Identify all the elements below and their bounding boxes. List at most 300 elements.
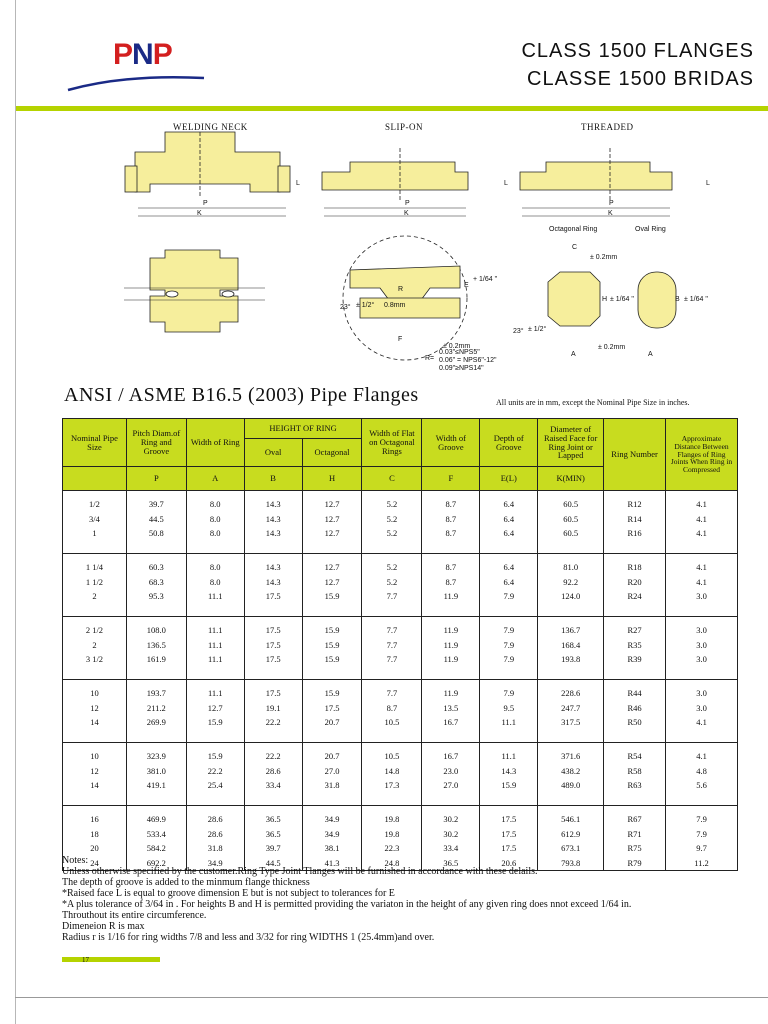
table-value: 11.1	[207, 688, 223, 698]
notes-heading: Notes:	[62, 855, 89, 866]
header-letter-e: E(L)	[480, 467, 538, 491]
dim-02mm-a: ± 0.2mm	[598, 344, 626, 351]
dim-l-threaded: L	[706, 180, 710, 187]
header-width-groove: Width of Groove	[422, 419, 480, 467]
table-value: 5.2	[386, 513, 398, 524]
header-green-bar	[16, 106, 768, 111]
table-value: 12.7	[324, 562, 340, 572]
table-value: 11.1	[207, 639, 223, 650]
table-value: 24	[90, 857, 99, 868]
table-value: 11.9	[443, 654, 459, 664]
table-value: 419.1	[146, 780, 166, 790]
table-value: 14.8	[384, 765, 400, 776]
dim-k-threaded: K	[608, 210, 613, 217]
table-cell-p	[126, 680, 186, 743]
table-value: 15.9	[207, 717, 223, 727]
table-value: R50	[627, 717, 642, 727]
table-value: 8.0	[209, 499, 221, 509]
table-value: 381.0	[146, 765, 166, 776]
page-number: 17	[82, 956, 89, 964]
footer-green-bar	[62, 957, 160, 962]
table-value: 12.7	[324, 576, 340, 587]
table-value: 8.0	[209, 528, 221, 538]
table-value: 317.5	[561, 717, 581, 727]
table-cell-p	[126, 491, 186, 554]
welding-neck-label: WELDING NECK	[173, 122, 248, 132]
table-value: 7.7	[386, 654, 398, 664]
table-cell-h	[302, 491, 362, 554]
table-cell-k	[538, 617, 604, 680]
table-value: 11.1	[501, 717, 517, 727]
table-cell-e	[480, 743, 538, 806]
slip-on-label: SLIP-ON	[385, 122, 424, 132]
table-value: 10	[90, 688, 99, 698]
table-value: 12	[90, 702, 99, 713]
table-cell-f	[422, 554, 480, 617]
table-value: 17.5	[324, 702, 340, 713]
table-cell-b	[244, 617, 302, 680]
table-cell-h	[302, 617, 362, 680]
table-value: R44	[627, 688, 642, 698]
table-value: 12	[90, 765, 99, 776]
table-value: 10.5	[384, 751, 400, 761]
octagonal-ring-label: Octagonal Ring	[549, 226, 598, 233]
table-cell-b	[244, 680, 302, 743]
table-value: 27.0	[443, 780, 459, 790]
table-value: 15.9	[324, 625, 340, 635]
header-height-group: HEIGHT OF RING	[244, 419, 362, 439]
table-value: 7.9	[503, 625, 515, 635]
table-value: 8.7	[445, 562, 457, 572]
dim-r: R	[398, 286, 404, 293]
table-value: 8.7	[386, 702, 398, 713]
table-value: 8.7	[445, 576, 457, 587]
header-ring-number: Ring Number	[604, 419, 666, 491]
table-value: 15.9	[324, 654, 340, 664]
table-cell-dist	[666, 491, 738, 554]
table-value: 14.3	[265, 562, 281, 572]
table-value: 469.9	[146, 814, 166, 824]
table-value: 33.4	[265, 780, 281, 790]
dim-p-welding: P	[203, 200, 208, 207]
table-value: 34.9	[324, 814, 340, 824]
dim-angle-ring: 23°	[513, 328, 524, 335]
dim-c: C	[572, 244, 578, 251]
table-cell-ring	[604, 617, 666, 680]
header-pitch: Pitch Diam.of Ring and Groove	[126, 419, 186, 467]
table-value: 14.3	[501, 765, 517, 776]
table-value: 34.9	[324, 828, 340, 839]
table-cell-c	[362, 491, 422, 554]
table-value: 15.9	[501, 780, 517, 790]
table-value: R79	[627, 857, 642, 868]
table-value: 3.0	[696, 591, 707, 601]
table-cell-c	[362, 743, 422, 806]
dim-02mm-c: ± 0.2mm	[590, 254, 618, 261]
table-value: 60.5	[563, 499, 579, 509]
table-value: 323.9	[146, 751, 166, 761]
header-width-ring: Width of Ring	[186, 419, 244, 467]
logo-wordmark	[113, 38, 172, 72]
table-cell-f	[422, 617, 480, 680]
table-value: 489.0	[561, 780, 581, 790]
table-value: 24.8	[384, 857, 400, 868]
table-cell-c	[362, 680, 422, 743]
table-value: 3.0	[696, 702, 707, 713]
table-cell-nps	[63, 491, 127, 554]
dim-r-rule2: 0.06" = NPS6"-12"	[439, 357, 497, 364]
header-letter-b: B	[244, 467, 302, 491]
dim-02mm-groove: ± 0.2mm	[443, 343, 471, 350]
table-cell-b	[244, 491, 302, 554]
table-value: 15.9	[324, 639, 340, 650]
table-value: 16	[90, 814, 99, 824]
table-cell-nps	[63, 680, 127, 743]
table-value: 14.3	[265, 513, 281, 524]
left-margin-line	[15, 0, 16, 1024]
table-cell-a	[186, 554, 244, 617]
table-value: 9.7	[696, 843, 707, 853]
table-value: 39.7	[148, 499, 164, 509]
table-value: 371.6	[561, 751, 581, 761]
table-value: 36.5	[265, 814, 281, 824]
table-value: R14	[627, 513, 642, 524]
dim-b: B	[675, 296, 680, 303]
dim-r-rule1: 0.03"≤NPS5"	[439, 349, 480, 356]
table-value: 3.0	[696, 625, 707, 635]
header-depth-groove: Depth of Groove	[480, 419, 538, 467]
header-oval: Oval	[244, 439, 302, 467]
table-value: 27.0	[324, 765, 340, 776]
notes	[62, 855, 752, 943]
table-value: 136.7	[561, 625, 581, 635]
table-value: R75	[627, 843, 642, 853]
table-value: 17.5	[501, 814, 517, 824]
table-cell-c	[362, 617, 422, 680]
table-value: 17.5	[265, 639, 281, 650]
table-value: 10.5	[384, 717, 400, 727]
table-value: R54	[627, 751, 642, 761]
table-value: 11.9	[443, 639, 459, 650]
header-nps: Nominal Pipe Size	[63, 419, 127, 467]
table-value: 13.5	[443, 702, 459, 713]
table-value: 228.6	[561, 688, 581, 698]
header-letter-p: P	[126, 467, 186, 491]
table-value: 31.8	[324, 780, 340, 790]
header-letter-h: H	[302, 467, 362, 491]
table-value: 19.8	[384, 814, 400, 824]
table-value: R35	[627, 639, 642, 650]
table-cell-f	[422, 680, 480, 743]
table-value: 5.2	[386, 562, 398, 572]
table-value: 438.2	[561, 765, 581, 776]
table-value: 4.1	[696, 717, 707, 727]
header-letter-k: K(MIN)	[538, 467, 604, 491]
table-value: 8.7	[445, 528, 457, 538]
table-value: 17.5	[501, 843, 517, 853]
table-value: 584.2	[146, 843, 166, 853]
table-value: R20	[627, 576, 642, 587]
dim-angle-tol-ring: ± 1/2°	[528, 326, 547, 333]
table-cell-p	[126, 554, 186, 617]
table-value: 7.7	[386, 625, 398, 635]
table-cell-e	[480, 680, 538, 743]
table-value: 12.7	[324, 499, 340, 509]
table-value: 39.7	[265, 843, 281, 853]
table-value: 6.4	[503, 576, 515, 587]
table-value: R18	[627, 562, 642, 572]
table-value: 4.1	[696, 499, 707, 509]
table-value: 5.6	[696, 780, 707, 790]
table-value: 4.1	[696, 513, 707, 524]
table-value: 23.0	[443, 765, 459, 776]
logo-letter-p-red: P	[113, 38, 133, 71]
table-value: 136.5	[146, 639, 166, 650]
flange-diagrams	[60, 118, 750, 378]
table-value: 10	[90, 751, 99, 761]
table-value: 14	[90, 717, 99, 727]
page-title-spanish: CLASSE 1500 BRIDAS	[527, 68, 754, 90]
threaded-label: THREADED	[581, 122, 634, 132]
table-value: 5.2	[386, 499, 398, 509]
table-value: 546.1	[561, 814, 581, 824]
table-value: 15.9	[207, 751, 223, 761]
table-row-group	[63, 743, 738, 806]
table-value: 81.0	[563, 562, 579, 572]
table-value: R27	[627, 625, 642, 635]
header-approx-distance: Approximate Distance Between Flanges of Ring Joints When Ring in Compressed	[666, 419, 738, 491]
table-value: 269.9	[146, 717, 166, 727]
table-cell-k	[538, 743, 604, 806]
dim-e: E	[464, 282, 469, 289]
table-value: 95.3	[148, 591, 164, 601]
table-value: 11.1	[207, 654, 223, 664]
table-cell-k	[538, 554, 604, 617]
table-cell-h	[302, 680, 362, 743]
note-line-4: *A plus tolerance of 3/64 in . For heights B and H is permitted providing the variaton in the height of any given ring does nnot exceed 1/64 in.	[62, 899, 632, 910]
table-value: 7.7	[386, 591, 398, 601]
table-value: 3.0	[696, 688, 707, 698]
table-value: R58	[627, 765, 642, 776]
table-value: 17.5	[265, 591, 281, 601]
dim-p-threaded: P	[609, 200, 614, 207]
table-value: 211.2	[146, 702, 166, 713]
table-value: R16	[627, 528, 642, 538]
bottom-rule	[15, 997, 768, 998]
table-value: 7.7	[386, 688, 398, 698]
table-value: 8.7	[445, 499, 457, 509]
table-value: 4.1	[696, 751, 707, 761]
table-cell-dist	[666, 617, 738, 680]
table-value: 19.1	[265, 702, 281, 713]
dim-l-welding: L	[296, 180, 300, 187]
table-cell-c	[362, 554, 422, 617]
table-cell-a	[186, 743, 244, 806]
table-value: 60.5	[563, 528, 579, 538]
note-line-7: Radius r is 1/16 for ring widths 7/8 and less and 3/32 for ring WIDTHS 1 (25.4mm)and over.	[62, 932, 435, 943]
table-cell-k	[538, 491, 604, 554]
dim-a-oval: A	[648, 351, 653, 358]
table-row-group	[63, 617, 738, 680]
table-value: 20.7	[324, 717, 340, 727]
table-value: 2 1/2	[85, 625, 104, 635]
table-value: 247.7	[561, 702, 581, 713]
table-cell-ring	[604, 491, 666, 554]
dim-k-slipon: K	[404, 210, 409, 217]
table-value: 33.4	[443, 843, 459, 853]
table-value: 161.9	[146, 654, 166, 664]
dim-r-prefix: R=	[425, 355, 435, 362]
table-cell-nps	[63, 554, 127, 617]
table-value: 11.9	[443, 688, 459, 698]
table-value: 20	[90, 843, 99, 853]
table-value: R24	[627, 591, 642, 601]
table-value: 6.4	[503, 562, 515, 572]
dim-a-octagonal: A	[571, 351, 576, 358]
table-value: 4.1	[696, 528, 707, 538]
table-value: 193.7	[146, 688, 166, 698]
table-value: 6.4	[503, 499, 515, 509]
table-value: 30.2	[443, 814, 459, 824]
note-line-3: *Raised face L is equal to groove dimension E but is not subject to tolerances for E	[62, 888, 395, 899]
table-cell-ring	[604, 743, 666, 806]
table-value: 60.3	[148, 562, 164, 572]
table-value: 612.9	[561, 828, 581, 839]
table-value: 533.4	[146, 828, 166, 839]
table-value: 11.9	[443, 591, 459, 601]
table-value: R67	[627, 814, 642, 824]
table-value: R12	[627, 499, 642, 509]
table-value: 4.1	[696, 562, 707, 572]
table-value: 17.3	[384, 780, 400, 790]
table-value: 673.1	[561, 843, 581, 853]
table-cell-p	[126, 617, 186, 680]
table-value: R39	[627, 654, 642, 664]
table-cell-k	[538, 680, 604, 743]
table-value: R71	[627, 828, 642, 839]
table-value: 25.4	[207, 780, 223, 790]
table-cell-dist	[666, 743, 738, 806]
table-value: 3 1/2	[85, 654, 104, 664]
oval-ring-label: Oval Ring	[635, 226, 666, 233]
dim-angle-tol-groove: ± 1/2°	[356, 302, 375, 309]
table-value: 50.8	[148, 528, 164, 538]
table-cell-nps	[63, 617, 127, 680]
table-value: 19.8	[384, 828, 400, 839]
table-value: 2	[92, 639, 97, 650]
table-cell-nps	[63, 743, 127, 806]
table-value: 8.0	[209, 576, 221, 587]
table-value: 20.6	[501, 857, 517, 868]
table-value: 14.3	[265, 528, 281, 538]
table-value: 8.0	[209, 562, 221, 572]
table-value: 28.6	[207, 814, 223, 824]
table-value: 8.0	[209, 513, 221, 524]
table-value: 5.2	[386, 528, 398, 538]
table-value: 7.9	[696, 814, 707, 824]
table-value: 11.1	[207, 625, 223, 635]
table-value: 5.2	[386, 576, 398, 587]
table-value: 7.9	[503, 591, 515, 601]
table-value: 108.0	[146, 625, 166, 635]
table-value: 1 1/2	[85, 576, 104, 587]
header-width-flat: Width of Flat on Octagonal Rings	[362, 419, 422, 467]
table-value: 793.8	[561, 857, 581, 868]
table-cell-e	[480, 554, 538, 617]
table-value: 3/4	[89, 513, 100, 524]
table-value: 14	[90, 780, 99, 790]
table-value: 3.0	[696, 654, 707, 664]
dim-angle-groove: 23°	[340, 304, 351, 311]
technical-drawing-icon	[60, 118, 750, 378]
table-value: 20.7	[324, 751, 340, 761]
table-value: 11.9	[443, 625, 459, 635]
table-value: 44.5	[265, 857, 281, 868]
table-value: 41.3	[324, 857, 340, 868]
note-line-2: The depth of groove is added to the minmum flange thickness	[62, 877, 310, 888]
table-value: 124.0	[561, 591, 581, 601]
table-value: R63	[627, 780, 642, 790]
table-value: 28.6	[207, 828, 223, 839]
table-cell-a	[186, 617, 244, 680]
table-value: 17.5	[265, 654, 281, 664]
note-line-6: Dimeneion R is max	[62, 921, 145, 932]
units-note: All units are in mm, except the Nominal Pipe Size in inches.	[496, 398, 690, 407]
table-value: 34.9	[207, 857, 223, 868]
table-value: 4.1	[696, 576, 707, 587]
table-value: 9.5	[503, 702, 515, 713]
table-cell-p	[126, 743, 186, 806]
table-cell-h	[302, 554, 362, 617]
table-value: 11.2	[694, 857, 709, 868]
table-row-group	[63, 680, 738, 743]
note-line-1: Unless otherwise specified by the customer.Ring Type Joint Tlanges will be furnished in accordance with these delails.	[62, 866, 538, 877]
table-cell-e	[480, 617, 538, 680]
table-value: 15.9	[324, 688, 340, 698]
note-line-5: Throuthout its entire circumference.	[62, 910, 207, 921]
table-value: 16.7	[443, 717, 459, 727]
dim-r-rule3: 0.09"≥NPS14"	[439, 365, 484, 372]
table-value: 692.2	[146, 857, 166, 868]
table-value: 17.5	[501, 828, 517, 839]
table-cell-dist	[666, 680, 738, 743]
table-value: 6.4	[503, 513, 515, 524]
table-value: 1/2	[89, 499, 100, 509]
dim-k-welding: K	[197, 210, 202, 217]
table-value: 28.6	[265, 765, 281, 776]
table-value: 17.5	[265, 625, 281, 635]
table-value: 22.3	[384, 843, 400, 853]
logo-letter-p: P	[152, 38, 172, 71]
table-value: 38.1	[324, 843, 340, 853]
table-value: 44.5	[148, 513, 164, 524]
table-value: 22.2	[265, 717, 281, 727]
table-value: 15.9	[324, 591, 340, 601]
table-row-group	[63, 491, 738, 554]
header-letter-a: A	[186, 467, 244, 491]
table-value: 2	[92, 591, 97, 601]
header-octagonal: Octagonal	[302, 439, 362, 467]
table-value: 36.5	[443, 857, 459, 868]
table-cell-ring	[604, 680, 666, 743]
table-cell-f	[422, 491, 480, 554]
table-cell-ring	[604, 554, 666, 617]
table-value: 7.9	[503, 688, 515, 698]
dim-p-slipon: P	[405, 200, 410, 207]
table-value: 7.7	[386, 639, 398, 650]
table-value: 36.5	[265, 828, 281, 839]
header-diameter: Diameter of Raised Face for Ring Joint or Lapped	[538, 419, 604, 467]
